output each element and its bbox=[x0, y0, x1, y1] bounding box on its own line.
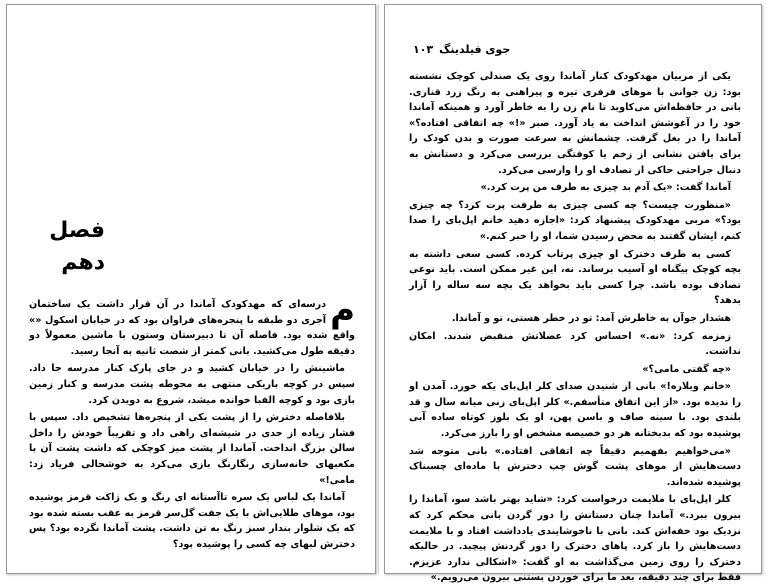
paragraph bbox=[29, 290, 355, 359]
paragraph: «منظورت چیست؟ چه کسی چیزی به طرفت پرت کرد؟ چه چیزی بود؟» مربی مهدکودک پیشنهاد کرد: «اجازه دهید خانم اپل‌بای را صدا کنم، ایشان گفتند به محض رسیدن شما، او را خبر کنم.» bbox=[409, 199, 741, 242]
paragraph: زمزمه کرد: «نه.» احساس کرد عضلاتش منقبض شدند. امکان نداشت. bbox=[409, 330, 741, 358]
paragraph: هشدار جوآن به خاطرش آمد: تو در خطر هستی، تو و آماندا. bbox=[451, 312, 731, 324]
paragraph: «خانم ویلاره!» بانی از شنیدن صدای کلر اپل‌بای یکه خورد. آمدن او را ندیده بود. «از این اتفاق متأسفم.» کلر اپل‌بای زنی میانه سال و قد بلندی بود. با سینه صاف و باسن پهن، او یک بلوز کوتاه ساده آبی پوشیده بود که بدبختانه هر دو خصیصه مشخص او را بارز می‌کرد. bbox=[409, 381, 741, 440]
paragraph: ماشینش را در خیابان کشید و در جای پارک کنار مدرسه جا داد. سپس در کوچه باریکی منتهی به محوطه پشت مدرسه و کنار زمین بازی بود و کوچه الفبا خوانده میشد، شروع به دویدن کرد. bbox=[29, 363, 355, 406]
gutter-divider bbox=[378, 4, 379, 574]
paragraph: بلافاصله دخترش را از پشت یکی از پنجره‌ها تشخیص داد. سپس با فشار زیاده از حدی در شیشه‌ای راهی داد و تقریباً خودش را داخل سالن بزرگ انداخت. آماندا از پشت میز کوچکی که داشت پشت آن با مکعبهای خانه‌سازی رنگارنگ بازی می‌کرد به خوشحالی فریاد زد: مامی!» bbox=[29, 412, 355, 486]
chapter-number: دهم bbox=[61, 250, 105, 275]
drop-cap: م bbox=[330, 290, 355, 330]
right-page bbox=[384, 4, 762, 584]
chapter-heading bbox=[49, 215, 105, 279]
paragraph: «می‌خواهیم بفهمیم دقیقاً چه اتفاقی افتاده.» بانی متوجه شد دست‌هایش از موهای پشت گوش چپ دخترش با ماده‌ای چسبناک پوشیده شده‌اند. bbox=[409, 445, 741, 488]
chapter-word: فصل bbox=[49, 218, 105, 243]
paragraph: کسی به طرف دخترک او چیزی پرتاب کرده. کسی سعی داشته به بچه کوچک بیگناه او آسیب برساند. نه، این غیر ممکن است. باید نوعی تصادف بوده باشد. چرا کسی باید بخواهد یک بچه سه ساله را آزار بدهد؟ bbox=[409, 248, 741, 307]
paragraph: «چه گفتی مامی؟» bbox=[642, 363, 731, 375]
left-page-body bbox=[29, 290, 355, 555]
left-page bbox=[6, 4, 376, 574]
running-head-title: جوی فیلدینگ bbox=[439, 43, 511, 56]
right-page-body bbox=[409, 69, 741, 588]
running-head bbox=[413, 43, 510, 56]
page-number: ۱۰۳ bbox=[413, 43, 434, 56]
paragraph: آماندا گفت: «یک آدم بد چیزی به طرف من پرت کرد.» bbox=[480, 182, 731, 194]
paragraph: کلر اپل‌بای با ملایمت درخواست کرد: «شاید بهتر باشد سو، آماندا را بیرون ببرد.» آماندا چنان دستانش را دور گردن بانی محکم کرد که نزدیک بود خفه‌اش کند. بانی با ناخوشایندی یادداشت افتاد و با ملایمت دست‌هایش را باز کرد. پاهای دخترک را دور گردنش پیچید. در حالیکه دخترک را روی زمین می‌گذاشت به او گفت: «اشکالی ندارد عزیزم. فقط برای چند دقیقه، بعد ما برای خوردن بستنی بیرون می‌رویم.» bbox=[409, 494, 741, 584]
paragraph: آماندا یک لباس یک سره تاآستانه ای رنگ و یک ژاکت قرمز پوشیده بود، موهای طلایی‌اش با یک جفت گل‌سر قرمز به عقب بسته شده بود که یک شلوار بندار سبز رنگ به تن داشت. پشت آماندا نگرده بود؟ پس دخترش لبهای چه کسی را پوشیده بود؟ bbox=[29, 492, 355, 550]
paragraph: یکی از مربیان مهدکودک کنار آماندا روی یک صندلی کوچک نشسته بود: زن جوانی با موهای فرفری تیره و پیراهنی به رنگ زرد قناری. بانی در حافظه‌اش می‌کاوید تا نام زن را به خاطر آورد و همینکه آماندا خود را در آغوشش انداخت به یاد آورد. صبر «!» چه اتفاقی افتاده؟» آماندا را در بغل گرفت. چشمانش به سرعت صورت و بدن کودک را برای یافتن نشانی از زخم یا کوفتگی بررسی می‌کرد و دستانش به دنبال جراحتی حاکی از تصادف او را وارسی می‌کرد. bbox=[409, 71, 741, 176]
paragraph-text: درسه‌ای که مهدکودک آماندا در آن قرار داشت یک ساختمان آجری دو طبقه با پنجره‌های فراوان بود که در خیابان اسکول «» واقع شده بود. فاصله آن تا دبیرستان وستون با ماشین معمولاً دو دقیقه طول می‌کشید. بانی کمتر از شصت ثانیه به آنجا رسید. bbox=[29, 299, 355, 357]
